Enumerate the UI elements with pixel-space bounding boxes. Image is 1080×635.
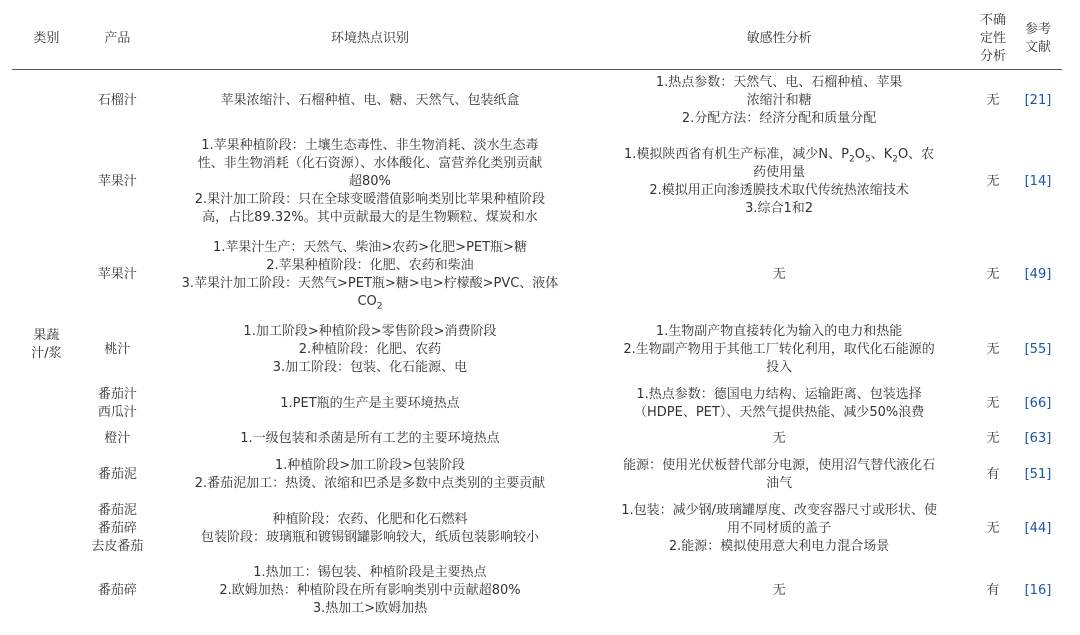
- product-cell: 桃汁: [104, 342, 131, 357]
- table-row: [12, 318, 1062, 383]
- uncertainty-cell: 无: [986, 173, 1000, 189]
- hotspot-cell: 1.一级包装和杀菌是所有工艺的主要环境热点: [240, 430, 500, 446]
- reference-link[interactable]: [66]: [1024, 395, 1052, 411]
- hotspot-cell: 苹果浓缩汁、石榴种植、电、糖、天然气、包装纸盒: [220, 92, 520, 108]
- hotspot-text: 1.苹果汁生产：天然气、柴油>农药>化肥>PET瓶>糖 2.苹果种植阶段：化肥、农药和柴油 3.苹果汁加工阶段：天然气>PET瓶>糖>电>柠檬酸>PVC、液体 CO: [181, 239, 559, 309]
- reference-link[interactable]: [44]: [1024, 520, 1052, 536]
- hotspot-cell: 1.苹果种植阶段：土壤生态毒性、非生物消耗、淡水生态毒 性、非生物消耗（化石资源）、水体酸化、富营养化类别贡献 超80% 2.果汁加工阶段：只在全球变暖潜值影响类别比苹果种植阶段 高，占比89.32%。其中贡献最大的是生物颗粒、煤炭和水: [194, 137, 546, 225]
- sensitivity-cell: 无: [772, 266, 786, 282]
- product-cell: 苹果汁: [97, 266, 137, 282]
- reference-link[interactable]: [63]: [1024, 430, 1052, 446]
- reference-link[interactable]: [49]: [1024, 266, 1052, 282]
- table-row: [12, 497, 1062, 561]
- uncertainty-cell: 无: [986, 92, 1000, 108]
- sensitivity-text: 药使用量 2.模拟用正向渗透膜技术取代传统热浓缩技术 3.综合1和2: [649, 164, 909, 216]
- header-category: 类别: [12, 8, 81, 70]
- header-sensitivity: 敏感性分析: [586, 8, 972, 70]
- subscript: 2: [376, 301, 383, 312]
- table-row: [12, 232, 1062, 318]
- sensitivity-text: 1.模拟陕西省有机生产标准，减少N、P: [624, 146, 849, 162]
- subscript: 2: [848, 154, 855, 165]
- uncertainty-cell: 无: [986, 342, 1000, 357]
- header-reference-line1: 参考: [1024, 21, 1051, 37]
- lca-table: [12, 8, 1062, 621]
- hotspot-cell: 1.PET瓶的生产是主要环境热点: [280, 395, 460, 411]
- header-reference: [1014, 8, 1062, 70]
- category-label-line1: 果蔬: [33, 328, 60, 344]
- category-label-line2: 汁/浆: [31, 346, 62, 362]
- uncertainty-cell: 无: [986, 395, 1000, 411]
- product-cell: 石榴汁: [97, 92, 137, 108]
- table-row: [12, 453, 1062, 497]
- reference-link[interactable]: [14]: [1024, 173, 1052, 189]
- hotspot-cell: [154, 232, 586, 318]
- uncertainty-cell: 有: [986, 582, 1000, 598]
- sensitivity-cell: 无: [772, 430, 786, 446]
- uncertainty-cell: 无: [986, 520, 1000, 536]
- reference-link[interactable]: [16]: [1024, 582, 1052, 598]
- sensitivity-text: 、K: [870, 146, 893, 162]
- header-reference-line2: 文献: [1024, 39, 1051, 55]
- reference-link[interactable]: [51]: [1024, 466, 1052, 482]
- reference-link[interactable]: [55]: [1024, 342, 1052, 357]
- sensitivity-cell: 1.生物副产物直接转化为输入的电力和热能 2.生物副产物用于其他工厂转化利用，取代化石能源的 投入: [623, 324, 935, 375]
- hotspot-cell: 1.热加工：锡包装、种植阶段是主要热点 2.欧姆加热：种植阶段在所有影响类别中贡献超80% 3.热加工>欧姆加热: [219, 564, 521, 616]
- sensitivity-cell: 1.包装：减少钢/玻璃罐厚度、改变容器尺寸或形状、使 用不同材质的盖子 2.能源：模拟使用意大利电力混合场景: [621, 502, 937, 554]
- table-row: [12, 561, 1062, 621]
- sensitivity-cell: 能源：使用光伏板替代部分电源，使用沼气替代液化石 油气: [623, 457, 936, 491]
- header-product: 产品: [81, 8, 154, 70]
- hotspot-cell: 1.加工阶段>种植阶段>零售阶段>消费阶段 2.种植阶段：化肥、农药 3.加工阶段：包装、化石能源、电: [243, 324, 497, 375]
- hotspot-cell: 1.种植阶段>加工阶段>包装阶段 2.番茄泥加工：热烫、浓缩和巴杀是多数中点类别的主要贡献: [194, 457, 546, 491]
- header-uncertainty: [972, 8, 1014, 70]
- table-row: [12, 383, 1062, 425]
- table-header-row: [12, 8, 1062, 70]
- uncertainty-cell: 无: [986, 266, 1000, 282]
- product-cell: 番茄泥 番茄碎 去皮番茄: [91, 502, 144, 554]
- subscript: 5: [864, 154, 871, 165]
- product-cell: 橙汁: [104, 430, 131, 446]
- category-cell: [12, 70, 81, 621]
- header-uncertainty-line3: 分析: [980, 48, 1007, 64]
- table-row: [12, 425, 1062, 453]
- sensitivity-text: O: [854, 146, 865, 162]
- uncertainty-cell: 有: [986, 466, 1000, 482]
- product-cell: 番茄碎: [97, 582, 137, 598]
- subscript: 2: [892, 154, 898, 165]
- sensitivity-cell: 1.热点参数：天然气、电、石榴种植、苹果 浓缩汁和糖 2.分配方法：经济分配和质量分配: [655, 74, 903, 126]
- header-hotspot: 环境热点识别: [154, 8, 586, 70]
- header-uncertainty-line1: 不确: [980, 12, 1007, 28]
- header-uncertainty-line2: 定性: [980, 30, 1007, 46]
- reference-link[interactable]: [21]: [1024, 92, 1052, 108]
- table-row: [12, 70, 1062, 132]
- uncertainty-cell: 无: [986, 430, 1000, 446]
- product-cell: 番茄汁 西瓜汁: [97, 386, 137, 420]
- sensitivity-cell: 无: [772, 582, 786, 598]
- table-row: [12, 132, 1062, 232]
- product-cell: 番茄泥: [97, 466, 137, 482]
- sensitivity-text: O、农: [897, 146, 935, 162]
- sensitivity-cell: [586, 132, 972, 232]
- hotspot-cell: 种植阶段：农药、化肥和化石燃料 包装阶段：玻璃瓶和镀锡钢罐影响较大，纸质包装影响较小: [200, 511, 539, 545]
- product-cell: 苹果汁: [97, 173, 137, 189]
- sensitivity-cell: 1.热点参数：德国电力结构、运输距离、包装选择 （HDPE、PET）、天然气提供热能、减少50%浪费: [633, 386, 925, 420]
